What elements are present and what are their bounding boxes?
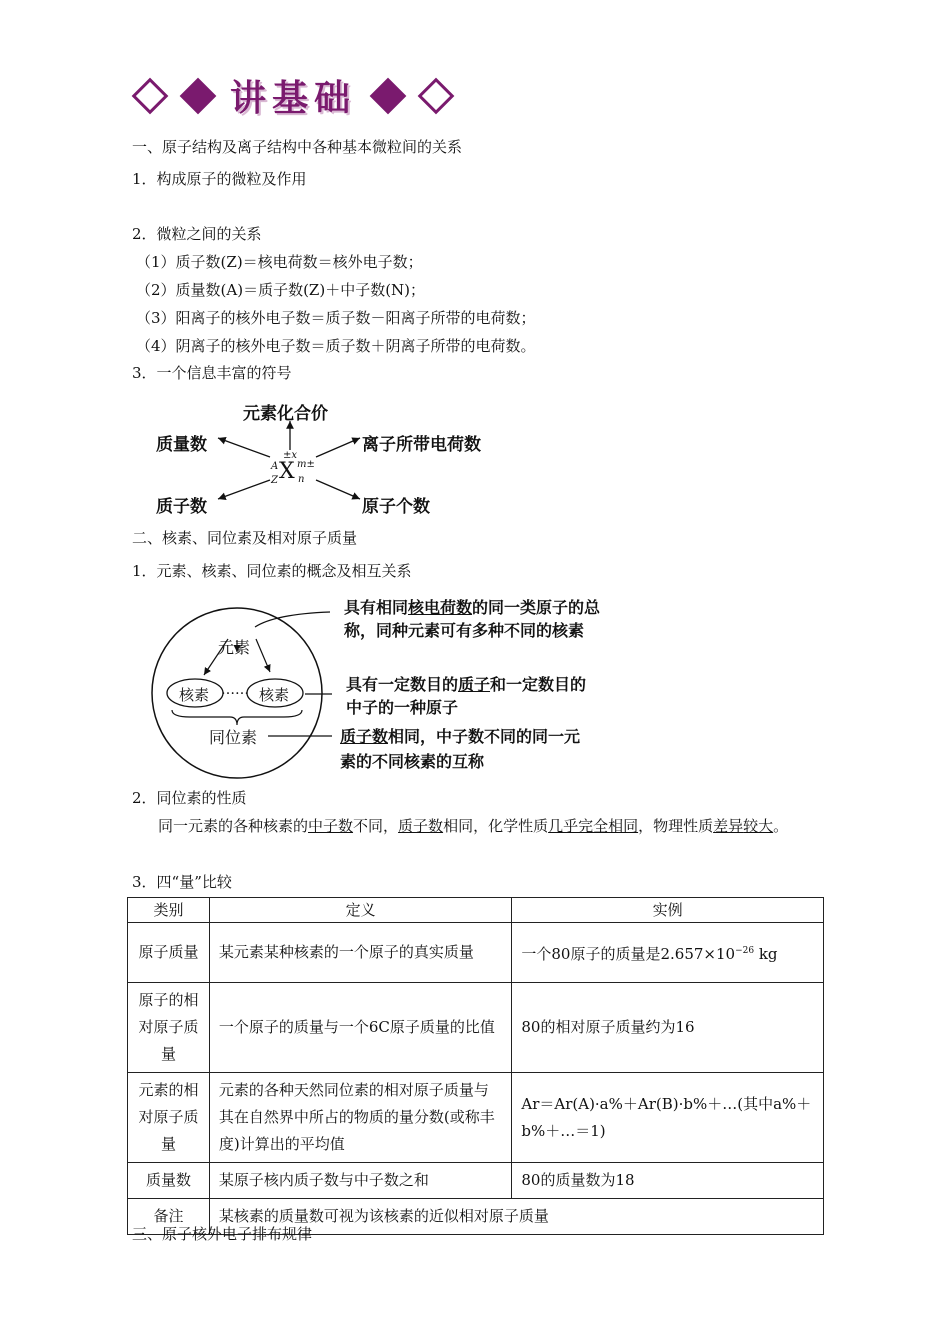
- banner-title: 讲基础: [230, 78, 357, 119]
- table-header: 实例: [512, 898, 824, 923]
- label-isotope: 同位素: [209, 728, 258, 747]
- dots: ……: [221, 682, 249, 698]
- table-cell-example: 80的质量数为18: [512, 1163, 824, 1199]
- table-cell-category: 备注: [128, 1199, 210, 1235]
- label-valence: 元素化合价: [243, 404, 328, 424]
- desc-isotope: 质子数相同，中子数不同的同一元 素的不同核素的互称: [340, 727, 581, 771]
- table-row: [128, 1073, 824, 1163]
- diamond-filled-icon: [370, 77, 407, 114]
- symbol-m: m±: [297, 459, 315, 470]
- table-row: [128, 1163, 824, 1199]
- label-nuclide: 核素: [179, 686, 210, 704]
- list-item: （3）阳离子的核外电子数＝质子数－阳离子所带的电荷数；: [136, 309, 536, 327]
- symbol-n: n: [298, 474, 305, 485]
- symbol-Z: Z: [271, 475, 278, 486]
- label-element: 元素: [218, 638, 251, 657]
- label-mass-number: 质量数: [156, 435, 207, 455]
- list-item: （4）阴离子的核外电子数＝质子数＋阴离子所带的电荷数。: [136, 337, 536, 355]
- paragraph-symbol: 3．一个信息丰富的符号: [132, 364, 292, 382]
- table-cell-category: 质量数: [128, 1163, 210, 1199]
- list-item: （2）质量数(A)＝质子数(Z)＋中子数(N)；: [136, 281, 426, 299]
- symbol-X: X: [279, 459, 295, 484]
- symbol-A: A: [271, 461, 279, 472]
- label-nuclide: 核素: [259, 686, 290, 704]
- table-cell-definition: 某原子核内质子数与中子数之和: [209, 1163, 511, 1199]
- table-cell-example: 一个80原子的质量是$2.657\times 10^{-26}$ kg: [512, 923, 824, 983]
- table-cell-example: Ar＝Ar(A)·a%＋Ar(B)·b%＋…(其中a%＋b%＋…＝1): [512, 1073, 824, 1163]
- table-cell-example: 80的相对原子质量约为16: [512, 983, 824, 1073]
- section-heading-3: 三、原子核外电子排布规律: [132, 1225, 313, 1243]
- table-cell-definition: 一个原子的质量与一个6C原子质量的比值: [209, 983, 511, 1073]
- quantity-comparison-table: [127, 897, 824, 1235]
- paragraph-particles: 1．构成原子的微粒及作用: [132, 170, 307, 188]
- table-cell-note: 某核素的质量数可视为该核素的近似相对原子质量: [209, 1199, 823, 1235]
- table-cell-category: 元素的相对原子质量: [128, 1073, 210, 1163]
- diamond-outline-icon: [132, 77, 169, 114]
- concept-diagram: [150, 590, 640, 780]
- table-header: 定义: [209, 898, 511, 923]
- table-header: 类别: [128, 898, 210, 923]
- paragraph-isotope-props: 2．同位素的性质: [132, 789, 247, 807]
- table-cell-category: 原子质量: [128, 923, 210, 983]
- symbol-diagram: [150, 395, 510, 520]
- table-header-row: [128, 898, 824, 923]
- desc-element: 具有相同核电荷数的同一类原子的总 称，同种元素可有多种不同的核素: [344, 598, 601, 640]
- section-heading-1: 一、原子结构及离子结构中各种基本微粒间的关系: [132, 138, 463, 156]
- list-item: （1）质子数(Z)＝核电荷数＝核外电子数；: [136, 253, 423, 271]
- label-ion-charge: 离子所带电荷数: [362, 435, 481, 455]
- paragraph-four-quantities: 3．四“量”比较: [132, 873, 232, 891]
- symbol-valence-sign: ±x: [283, 450, 298, 461]
- table-cell-definition: 元素的各种天然同位素的相对原子质量与其在自然界中所占的物质的量分数(或称丰度)计算出的平均值: [209, 1073, 511, 1163]
- section-heading-2: 二、核素、同位素及相对原子质量: [132, 529, 358, 547]
- section-banner: [128, 70, 458, 121]
- table-row: [128, 923, 824, 983]
- paragraph-concepts: 1．元素、核素、同位素的概念及相互关系: [132, 562, 412, 580]
- paragraph-relations: 2．微粒之间的关系: [132, 225, 262, 243]
- diamond-outline-icon: [418, 77, 455, 114]
- label-proton-number: 质子数: [156, 497, 207, 517]
- table-cell-definition: 某元素某种核素的一个原子的真实质量: [209, 923, 511, 983]
- table-row: [128, 983, 824, 1073]
- isotope-props-text: 同一元素的各种核素的中子数不同，质子数相同，化学性质几乎完全相同，物理性质差异较大。: [158, 817, 789, 835]
- desc-nuclide: 具有一定数目的质子和一定数目的 中子的一种原子: [346, 675, 587, 717]
- label-atom-count: 原子个数: [362, 497, 430, 517]
- table-cell-category: 原子的相对原子质量: [128, 983, 210, 1073]
- diamond-filled-icon: [180, 77, 217, 114]
